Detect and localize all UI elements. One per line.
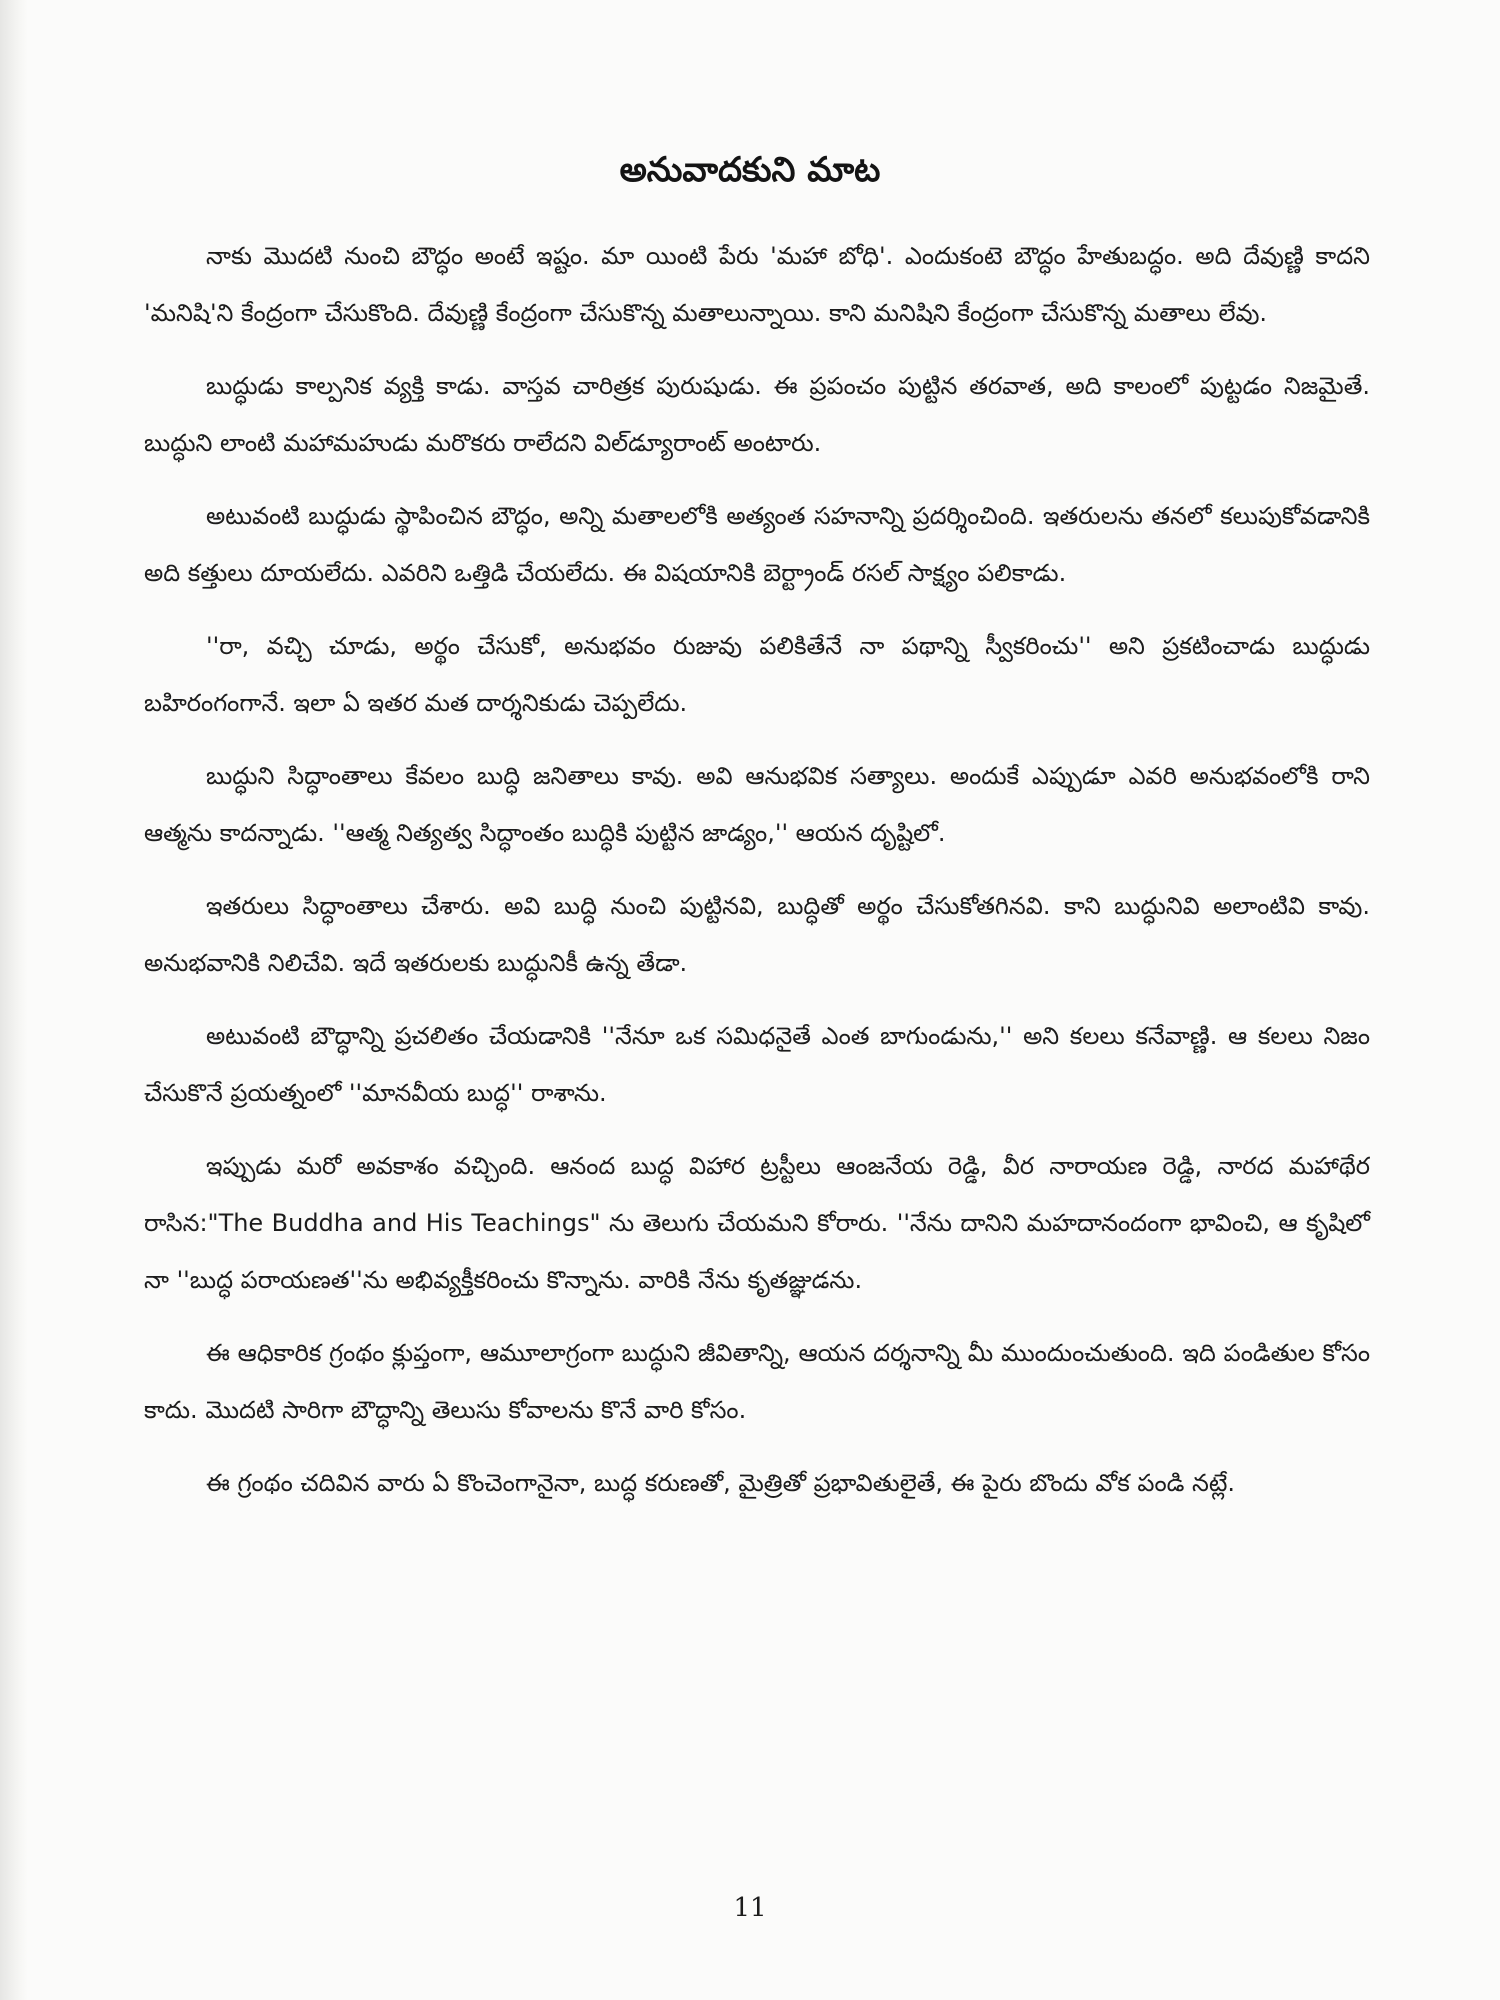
paragraph-8: ఇప్పుడు మరో అవకాశం వచ్చింది. ఆనంద బుద్ధ విహార ట్రస్టీలు ఆంజనేయ రెడ్డి, వీర నారాయణ రెడ్డి, నారద మహాథేర రాసిన:"The Buddha and His Teachings" ను తెలుగు చేయమని కోరారు. ''నేను దానిని మహదానందంగా భావించి, ఆ కృషిలో నా ''బుద్ధ పరాయణత''ను అభివ్యక్తీకరించు కొన్నాను. వారికి నేను కృతజ్ఞుడను.: [144, 1152, 1370, 1294]
paragraph-4: ''రా, వచ్చి చూడు, అర్థం చేసుకో, అనుభవం రుజువు పలికితేనే నా పథాన్ని స్వీకరించు'' అని ప్రకటించాడు బుద్ధుడు బహిరంగంగానే. ఇలా ఏ ఇతర మత దార్శనికుడు చెప్పలేదు.: [144, 632, 1370, 717]
page-title: అనువాదకుని మాట: [619, 150, 881, 190]
paragraph-7: అటువంటి బౌద్ధాన్ని ప్రచలితం చేయడానికి ''నేనూ ఒక సమిధనైతే ఎంత బాగుండును,'' అని కలలు కనేవాణ్ణి. ఆ కలలు నిజం చేసుకొనే ప్రయత్నంలో ''మానవీయ బుద్ధ'' రాశాను.: [144, 1022, 1370, 1107]
paragraph-1: నాకు మొదటి నుంచి బౌద్ధం అంటే ఇష్టం. మా యింటి పేరు 'మహా బోధి'. ఎందుకంటె బౌద్ధం హేతుబద్ధం. అది దేవుణ్ణి కాదని 'మనిషి'ని కేంద్రంగా చేసుకొంది. దేవుణ్ణి కేంద్రంగా చేసుకొన్న మతాలున్నాయి. కాని మనిషిని కేంద్రంగా చేసుకొన్న మతాలు లేవు.: [144, 242, 1370, 327]
paragraph-10: ఈ గ్రంథం చదివిన వారు ఏ కొంచెంగానైనా, బుద్ధ కరుణతో, మైత్రితో ప్రభావితులైతే, ఈ పైరు బొందు వోక పండి నట్లే.: [206, 1469, 1236, 1497]
paragraph-2: బుద్ధుడు కాల్పనిక వ్యక్తి కాడు. వాస్తవ చారిత్రక పురుషుడు. ఈ ప్రపంచం పుట్టిన తరవాత, అది కాలంలో పుట్టడం నిజమైతే. బుద్ధుని లాంటి మహామహుడు మరొకరు రాలేదని విల్‌డ్యూరాంట్ అంటారు.: [144, 372, 1370, 457]
paragraph-9: ఈ ఆధికారిక గ్రంథం క్లుప్తంగా, ఆమూలాగ్రంగా బుద్ధుని జీవితాన్ని, ఆయన దర్శనాన్ని మీ ముందుంచుతుంది. ఇది పండితుల కోసం కాదు. మొదటి సారిగా బౌద్ధాన్ని తెలుసు కోవాలను కొనే వారి కోసం.: [144, 1339, 1370, 1424]
page-spine-shadow: [0, 0, 28, 2000]
paragraph-3: అటువంటి బుద్ధుడు స్థాపించిన బౌద్ధం, అన్ని మతాలలోకి అత్యంత సహనాన్ని ప్రదర్శించింది. ఇతరులను తనలో కలుపుకోవడానికి అది కత్తులు దూయలేదు. ఎవరిని ఒత్తిడి చేయలేదు. ఈ విషయానికి బెర్ట్రాండ్ రసల్ సాక్ష్యం పలికాడు.: [144, 502, 1370, 587]
paragraph-6: ఇతరులు సిద్ధాంతాలు చేశారు. అవి బుద్ధి నుంచి పుట్టినవి, బుద్ధితో అర్థం చేసుకోతగినవి. కాని బుద్ధునివి అలాంటివి కావు. అనుభవానికి నిలిచేవి. ఇదే ఇతరులకు బుద్ధునికీ ఉన్న తేడా.: [144, 892, 1370, 977]
paragraph-5: బుద్ధుని సిద్ధాంతాలు కేవలం బుద్ధి జనితాలు కావు. అవి ఆనుభవిక సత్యాలు. అందుకే ఎప్పుడూ ఎవరి అనుభవంలోకి రాని ఆత్మను కాదన్నాడు. ''ఆత్మ నిత్యత్వ సిద్ధాంతం బుద్ధికి పుట్టిన జాడ్యం,'' ఆయన దృష్టిలో.: [144, 762, 1370, 847]
body-text: [144, 228, 1370, 1528]
page-number: 11: [733, 1893, 767, 1923]
